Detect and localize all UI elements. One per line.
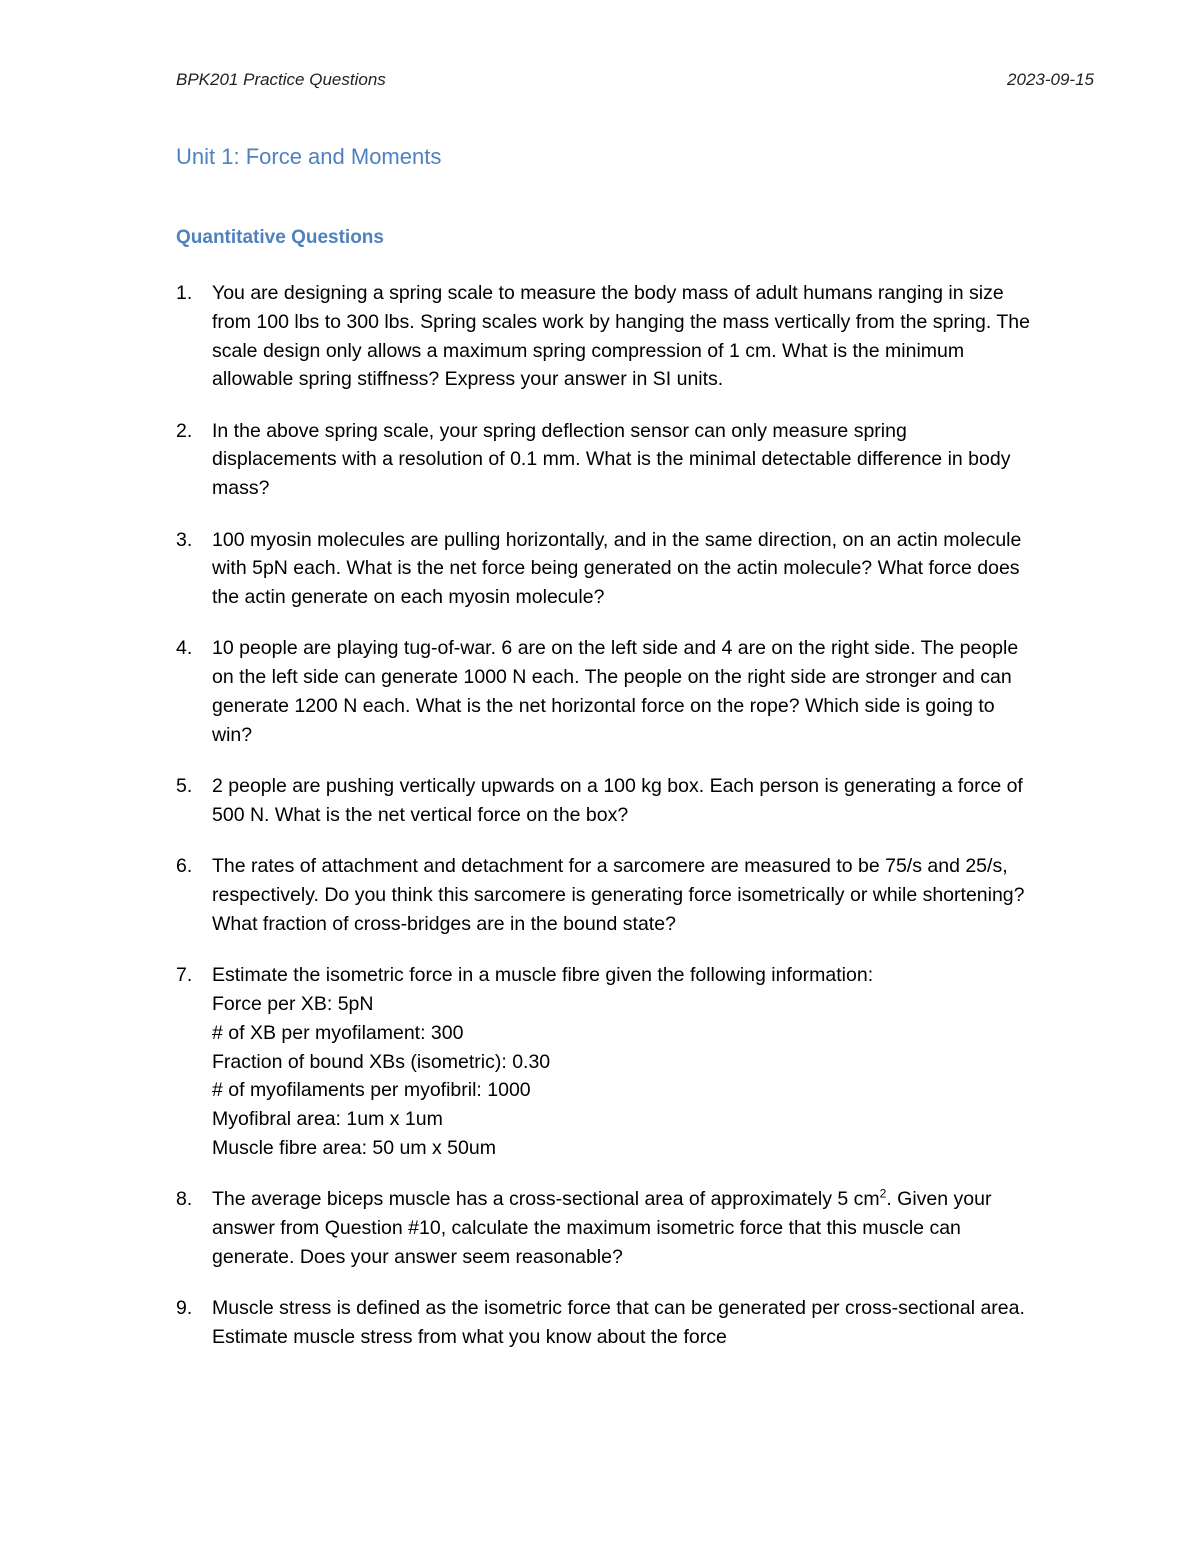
- question-3: [176, 526, 1036, 612]
- question-7: [176, 961, 1036, 1163]
- question-body: [212, 1185, 1036, 1271]
- info-myofibral-area: Myofibral area: 1um x 1um: [212, 1108, 443, 1131]
- question-text-before: The average biceps muscle has a cross-sectional area of approximately 5 cm: [212, 1188, 880, 1211]
- question-1: [176, 279, 1036, 394]
- question-number: 5.: [176, 775, 193, 798]
- question-text: Muscle stress is defined as the isometric force that can be generated per cross-sectional area. Estimate muscle stress from what you know about the force: [212, 1297, 1025, 1348]
- question-text: 100 myosin molecules are pulling horizontally, and in the same direction, on an actin molecule with 5pN each. What is the net force being generated on the actin molecule? What force does the actin generate on each myosin molecule?: [212, 528, 1022, 609]
- unit-title: Unit 1: Force and Moments: [176, 144, 442, 169]
- question-4: [176, 634, 1036, 749]
- question-9: [176, 1294, 1036, 1352]
- question-body: [212, 961, 1036, 1163]
- question-number: 7.: [176, 964, 193, 987]
- question-2: [176, 417, 1036, 503]
- question-6: [176, 852, 1036, 938]
- question-5: [176, 772, 1036, 830]
- question-text: 10 people are playing tug-of-war. 6 are on the left side and 4 are on the right side. The people on the left side can generate 1000 N each. The people on the right side are stronger and can generate 1200 N each. What is the net horizontal force on the rope? Which side is going to win?: [212, 637, 1019, 746]
- info-muscle-fibre-area: Muscle fibre area: 50 um x 50um: [212, 1136, 496, 1159]
- question-number: 9.: [176, 1297, 193, 1320]
- question-text: 2 people are pushing vertically upwards on a 100 kg box. Each person is generating a force of 500 N. What is the net vertical force on the box?: [212, 775, 1023, 826]
- question-text: The rates of attachment and detachment for a sarcomere are measured to be 75/s and 25/s, respectively. Do you think this sarcomere is generating force isometrically or while shortening? What fraction of cross-bridges are in the bound state?: [212, 855, 1025, 935]
- header-document-title: BPK201 Practice Questions: [176, 70, 386, 89]
- question-number: 2.: [176, 419, 193, 442]
- question-text: Estimate the isometric force in a muscle fibre given the following information:: [212, 964, 874, 987]
- question-text-after: . Given your answer from Question #10, calculate the maximum isometric force that this muscle can generate. Does your answer seem reasonable?: [212, 1188, 992, 1268]
- question-number: 8.: [176, 1188, 193, 1211]
- question-list: [176, 279, 1036, 1374]
- info-force-per-xb: Force per XB: 5pN: [212, 992, 374, 1015]
- question-number: 4.: [176, 637, 193, 660]
- question-number: 3.: [176, 528, 193, 551]
- question-8: [176, 1185, 1036, 1271]
- info-xb-per-myofilament: # of XB per myofilament: 300: [212, 1021, 464, 1044]
- info-fraction-bound: Fraction of bound XBs (isometric): 0.30: [212, 1050, 551, 1073]
- superscript: 2: [879, 1186, 887, 1201]
- question-number: 6.: [176, 855, 193, 878]
- section-title: Quantitative Questions: [176, 227, 384, 248]
- header-date: 2023-09-15: [1007, 70, 1094, 89]
- question-number: 1.: [176, 282, 193, 304]
- question-text: In the above spring scale, your spring deflection sensor can only measure spring displacements with a resolution of 0.1 mm. What is the minimal detectable difference in body mass?: [212, 419, 1011, 500]
- info-myofilaments-per-myofibril: # of myofilaments per myofibril: 1000: [212, 1079, 531, 1102]
- question-text: You are designing a spring scale to measure the body mass of adult humans ranging in size from 100 lbs to 300 lbs. Spring scales work by hanging the mass vertically from the spring. The scale design only allows a maximum spring compression of 1 cm. What is the minimum allowable spring stiffness? Express your answer in SI units.: [212, 282, 1030, 391]
